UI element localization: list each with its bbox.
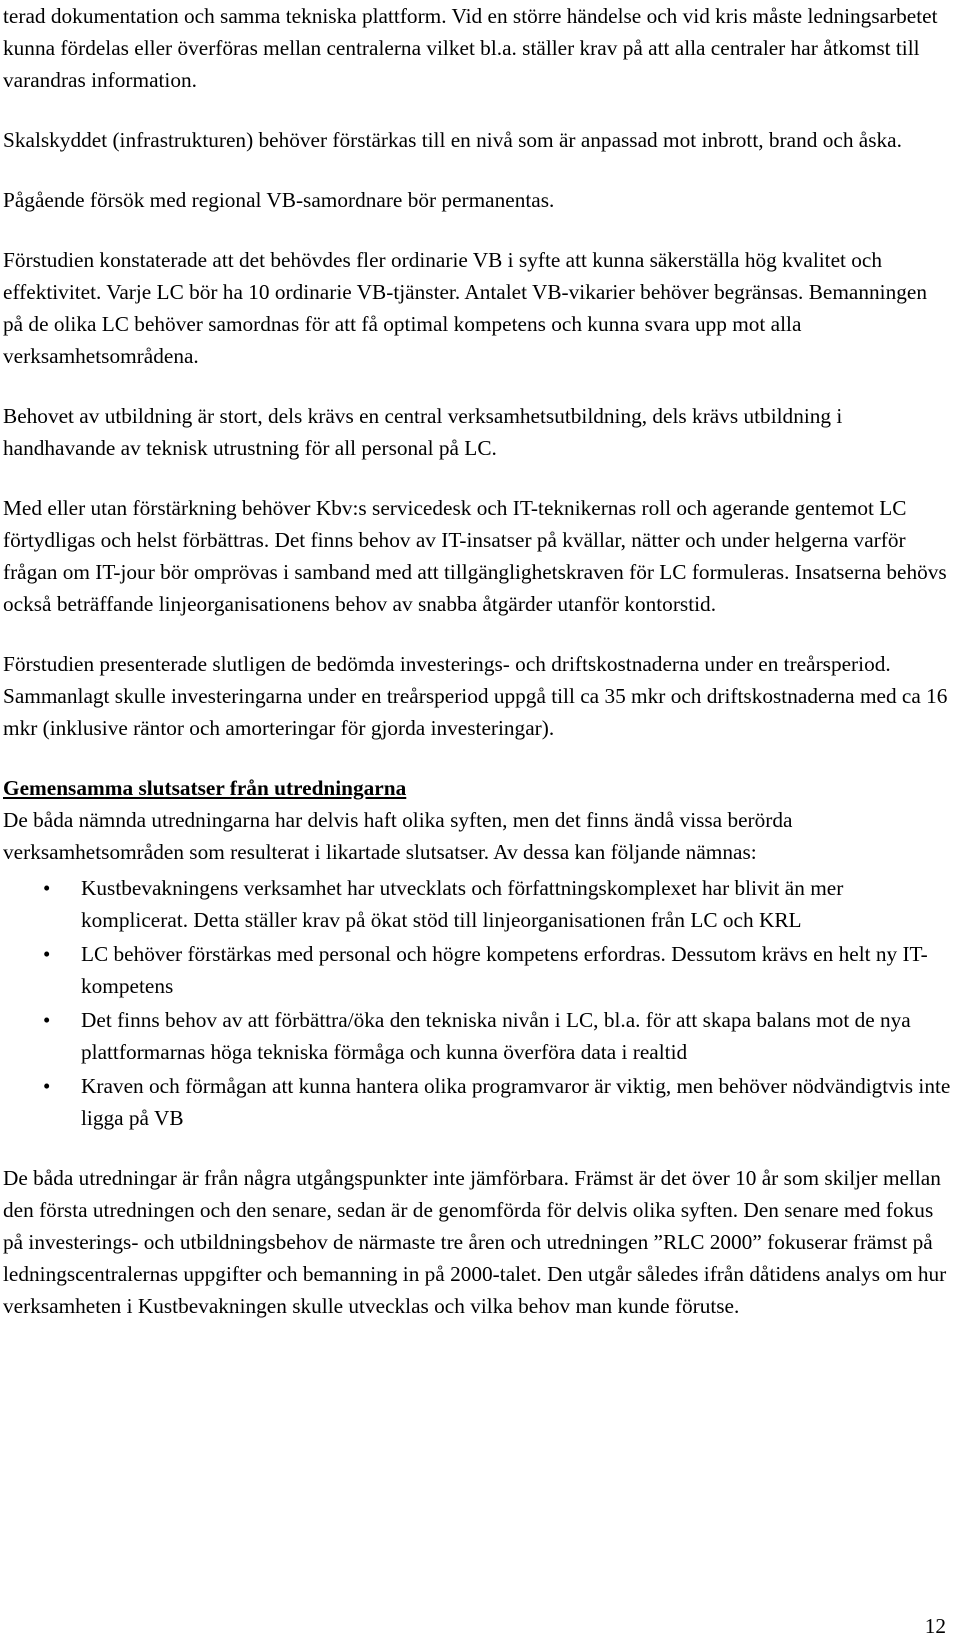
page-number: 12 — [924, 1614, 946, 1638]
bullet-icon: • — [43, 876, 51, 900]
paragraph-servicedesk: Med eller utan förstärkning behöver Kbv:s servicedesk och IT-teknikernas roll och agerande gentemot LC förtydligas och helst förbättras. Det finns behov av IT-insatser på kvällar, nätter och under helgerna varför frågan om IT-jour bör omprövas i samband med att tillgänglighetskraven för LC formuleras. Insatserna behövs också beträffande linjeorganisationens behov av snabba åtgärder utanför kontorstid. — [3, 496, 947, 616]
paragraph-kostnader: Förstudien presenterade slutligen de bedömda investerings- och driftskostnaderna under en treårsperiod. Sammanlagt skulle investeringarna under en treårsperiod uppgå till ca 35 mkr och driftskostnaderna med ca 16 mkr (inklusive räntor och amorteringar för gjorda investeringar). — [3, 652, 948, 740]
list-item — [3, 938, 951, 1002]
bullet-icon: • — [43, 1074, 51, 1098]
list-item — [3, 872, 951, 936]
list-item-text: Kustbevakningens verksamhet har utvecklats och författningskomplexet har blivit än mer komplicerat. Detta ställer krav på ökat stöd till linjeorganisationen från LC och KRL — [81, 876, 844, 932]
bullet-icon: • — [43, 1008, 51, 1032]
bullet-icon: • — [43, 942, 51, 966]
paragraph-continuation: terad dokumentation och samma tekniska plattform. Vid en större händelse och vid kris måste ledningsarbetet kunna fördelas eller överföras mellan centralerna vilket bl.a. ställer krav på att alla centraler har åtkomst till varandras information. — [3, 4, 938, 92]
paragraph-forstudien-vb: Förstudien konstaterade att det behövdes fler ordinarie VB i syfte att kunna säkerställa hög kvalitet och effektivitet. Varje LC bör ha 10 ordinarie VB-tjänster. Antalet VB-vikarier behöver begränsas. Bemanningen på de olika LC behöver samordnas för att få optimal kompetens och kunna svara upp mot alla verksamhetsområdena. — [3, 248, 927, 368]
paragraph-vb-samordnare: Pågående försök med regional VB-samordnare bör permanentas. — [3, 188, 555, 212]
list-item — [3, 1004, 951, 1068]
section-intro: De båda nämnda utredningarna har delvis haft olika syften, men det finns ändå vissa berörda verksamhetsområden som resulterat i likartade slutsatser. Av dessa kan följande nämnas: — [3, 808, 793, 864]
section-heading: Gemensamma slutsatser från utredningarna — [3, 776, 407, 800]
list-item-text: Det finns behov av att förbättra/öka den tekniska nivån i LC, bl.a. för att skapa balans mot de nya plattformarnas höga tekniska förmåga och kunna överföra data i realtid — [81, 1008, 911, 1064]
paragraph-closing: De båda utredningar är från några utgångspunkter inte jämförbara. Främst är det över 10 år som skiljer mellan den första utredningen och den senare, sedan är de genomförda för delvis olika syften. Den senare med fokus på investerings- och utbildningsbehov de närmaste tre åren och utredningen ”RLC 2000” fokuserar främst på ledningscentralernas uppgifter och bemanning in på 2000-talet. Den utgår således ifrån dåtidens analys om hur verksamheten i Kustbevakningen skulle utvecklas och vilka behov man kunde förutse. — [3, 1166, 947, 1318]
paragraph-utbildning: Behovet av utbildning är stort, dels krävs en central verksamhetsutbildning, dels krävs utbildning i handhavande av teknisk utrustning för all personal på LC. — [3, 404, 843, 460]
paragraph-skalskydd: Skalskyddet (infrastrukturen) behöver förstärkas till en nivå som är anpassad mot inbrott, brand och åska. — [3, 128, 902, 152]
conclusions-list — [3, 872, 951, 1134]
list-item-text: LC behöver förstärkas med personal och högre kompetens erfordras. Dessutom krävs en helt ny IT-kompetens — [81, 942, 928, 998]
list-item — [3, 1070, 951, 1134]
list-item-text: Kraven och förmågan att kunna hantera olika programvaror är viktig, men behöver nödvändigtvis inte ligga på VB — [81, 1074, 951, 1130]
